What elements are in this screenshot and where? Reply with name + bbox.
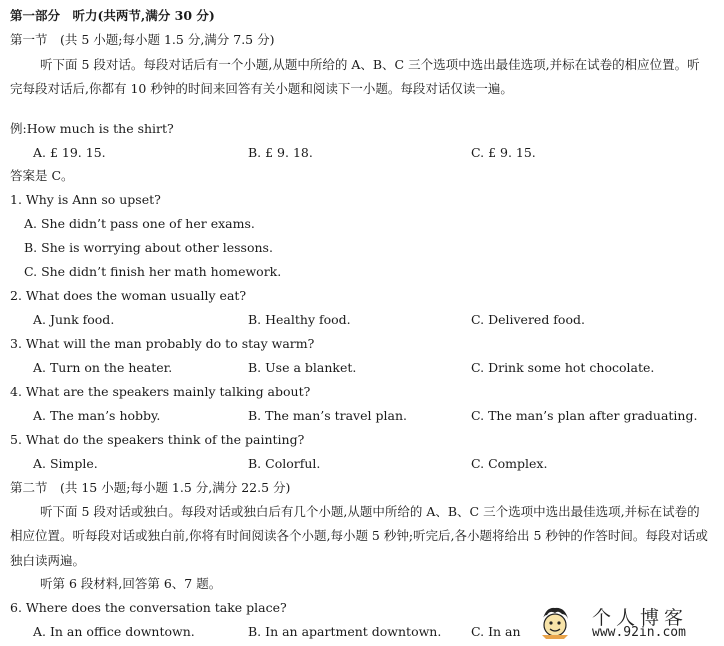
question-4-stem: 4. What are the speakers mainly talking about?	[10, 384, 311, 399]
question-2-option-b: B. Healthy food.	[248, 312, 351, 327]
section2-title: 第二节 (共 15 小题;每小题 1.5 分,满分 22.5 分)	[10, 480, 291, 495]
example-option-b: B. £ 9. 18.	[248, 145, 313, 160]
question-3-option-c: C. Drink some hot chocolate.	[471, 360, 655, 375]
question-4-option-a: A. The man’s hobby.	[33, 408, 161, 423]
question-1-option-a: A. She didn’t pass one of her exams.	[24, 216, 255, 231]
question-1-option-c: C. She didn’t finish her math homework.	[24, 264, 282, 279]
question-6-option-b: B. In an apartment downtown.	[248, 624, 442, 639]
question-4-option-c: C. The man’s plan after graduating.	[471, 408, 698, 423]
example-answer: 答案是 C。	[10, 168, 74, 183]
question-6-stem: 6. Where does the conversation take place?	[10, 600, 287, 615]
question-6-option-c: C. In an	[471, 624, 521, 639]
question-6-option-a: A. In an office downtown.	[33, 624, 195, 639]
section1-title: 第一节 (共 5 小题;每小题 1.5 分,满分 7.5 分)	[10, 32, 275, 47]
question-4-option-b: B. The man’s travel plan.	[248, 408, 407, 423]
example-question: 例:How much is the shirt?	[10, 121, 174, 136]
question-5-option-b: B. Colorful.	[248, 456, 321, 471]
question-1-stem: 1. Why is Ann so upset?	[10, 192, 161, 207]
section1-instructions: 听下面 5 段对话。每段对话后有一个小题,从题中所给的 A、B、C 三个选项中选出最佳选项,并标在试卷的相应位置。听完每段对话后,你都有 10 秒钟的时间来回答有关小题和阅读下一小题。每段对话仅读一遍。	[10, 57, 700, 97]
question-2-option-a: A. Junk food.	[33, 312, 115, 327]
example-option-c: C. £ 9. 15.	[471, 145, 536, 160]
question-5-option-c: C. Complex.	[471, 456, 548, 471]
watermark-url: www.92in.com	[592, 625, 686, 640]
question-3-stem: 3. What will the man probably do to stay warm?	[10, 336, 315, 351]
example-option-a: A. £ 19. 15.	[33, 145, 106, 160]
question-3-option-a: A. Turn on the heater.	[33, 360, 173, 375]
question-3-option-b: B. Use a blanket.	[248, 360, 357, 375]
watermark-title: 个人博客	[592, 607, 689, 629]
question-2-stem: 2. What does the woman usually eat?	[10, 288, 247, 303]
section2-instructions: 听下面 5 段对话或独白。每段对话或独白后有几个小题,从题中所给的 A、B、C 三个选项中选出最佳选项,并标在试卷的相应位置。听每段对话或独白前,你将有时间阅读各个小题,每小题 5 秒钟;听完后,各小题将给出 5 秒钟的作答时间。每段对话或独白读两遍。	[10, 504, 708, 568]
cartoon-face-icon	[538, 605, 572, 639]
question-5-option-a: A. Simple.	[33, 456, 98, 471]
material-note: 听第 6 段材料,回答第 6、7 题。	[40, 576, 222, 591]
question-5-stem: 5. What do the speakers think of the painting?	[10, 432, 305, 447]
question-1-option-b: B. She is worrying about other lessons.	[24, 240, 273, 255]
watermark	[532, 601, 724, 646]
question-2-option-c: C. Delivered food.	[471, 312, 585, 327]
part-title: 第一部分 听力(共两节,满分 30 分)	[10, 8, 215, 23]
